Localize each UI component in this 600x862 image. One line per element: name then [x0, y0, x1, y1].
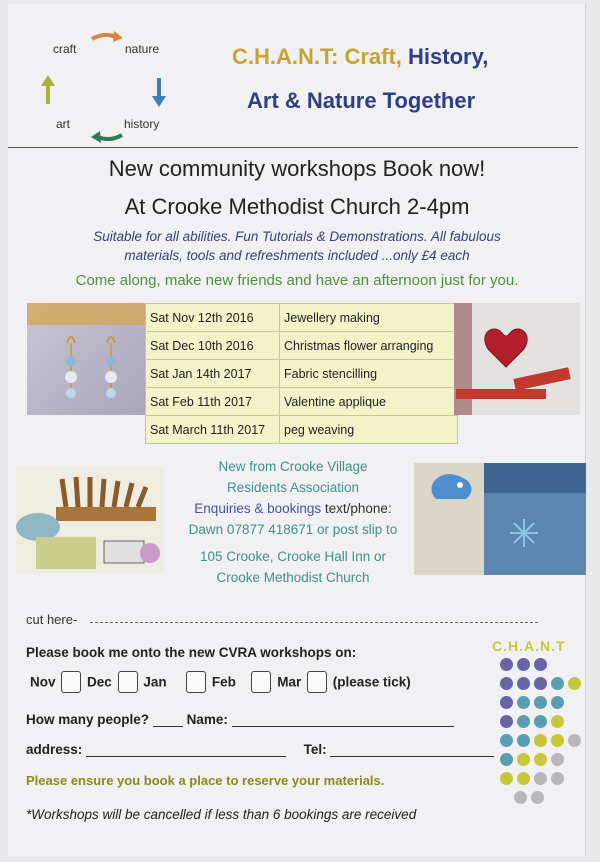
address-field[interactable]: [86, 743, 286, 757]
schedule-date: Sat March 11th 2017: [146, 416, 280, 444]
contact-block: [158, 456, 428, 588]
contact-line-3: [158, 498, 428, 519]
logo-dot: [551, 734, 564, 747]
tel-field[interactable]: [330, 743, 494, 757]
logo-dot: [551, 677, 564, 690]
yellow-arrow-icon: [40, 74, 56, 106]
schedule-activity: Jewellery making: [280, 304, 458, 332]
feb-checkbox[interactable]: [251, 671, 271, 693]
title-craft: Craft,: [344, 44, 402, 69]
logo-art-label: art: [56, 117, 71, 131]
jewellery-photo: [27, 303, 145, 415]
cut-here-label: cut here-: [26, 612, 78, 627]
schedule-row: [146, 304, 458, 332]
schedule-date: Sat Jan 14th 2017: [146, 360, 280, 388]
logo-dot: [551, 753, 564, 766]
logo-dot: [517, 772, 530, 785]
name-label: Name:: [186, 712, 228, 727]
text-phone-label: text/phone:: [324, 501, 392, 516]
month-nov-label: Nov: [30, 674, 56, 690]
logo-dot: [551, 715, 564, 728]
month-jan-label: Jan: [143, 674, 167, 690]
nov-checkbox[interactable]: [61, 671, 81, 693]
logo-dot: [517, 734, 530, 747]
intro-line-2: materials, tools and refreshments included ...only £4 each: [124, 248, 470, 263]
logo-dot: [534, 734, 547, 747]
intro-line-1: Suitable for all abilities. Fun Tutorials & Demonstrations. All fabulous: [93, 229, 501, 244]
title-line-2: Art & Nature Together: [247, 88, 476, 113]
contact-line-4: Dawn 07877 418671 or post slip to: [188, 522, 398, 537]
month-checkbox-row: [30, 671, 411, 693]
schedule-row: [146, 332, 458, 360]
people-name-row: [26, 712, 454, 727]
logo-dot: [568, 734, 581, 747]
logo-dot: [514, 791, 527, 804]
cancel-note: *Workshops will be cancelled if less than 6 bookings are received: [26, 807, 417, 822]
workshop-schedule-table: [145, 303, 458, 444]
title-chant: C.H.A.N.T:: [232, 44, 339, 69]
earrings-image: [27, 303, 145, 415]
logo-dot: [517, 696, 530, 709]
ensure-note: Please ensure you book a place to reserve your materials.: [26, 773, 385, 788]
corner-chant-logo: [492, 638, 566, 654]
contact-line-2: Residents Association: [226, 480, 360, 495]
schedule-row: [146, 416, 458, 444]
month-dec-label: Dec: [87, 674, 112, 690]
logo-history-label: history: [124, 117, 160, 131]
contact-line-6: Crooke Methodist Church: [216, 570, 370, 585]
logo-dot: [534, 658, 547, 671]
logo-dot: [500, 772, 513, 785]
schedule-date: Sat Dec 10th 2016: [146, 332, 280, 360]
title-history: History,: [408, 44, 489, 69]
tel-label: Tel:: [303, 742, 327, 757]
logo-dot: [534, 715, 547, 728]
schedule-date: Sat Feb 11th 2017: [146, 388, 280, 416]
month-feb-label: Feb: [211, 674, 236, 690]
schedule-activity: Christmas flower arranging: [280, 332, 458, 360]
blue-arrow-icon: [151, 76, 167, 108]
stencil-heart-image: [454, 303, 580, 415]
cut-line: [90, 622, 538, 623]
logo-dot: [500, 658, 513, 671]
mar-checkbox[interactable]: [307, 671, 327, 693]
logo-dot: [517, 658, 530, 671]
logo-dot: [500, 753, 513, 766]
logo-dot: [517, 677, 530, 690]
people-count-field[interactable]: [153, 713, 183, 727]
schedule-activity: Fabric stencilling: [280, 360, 458, 388]
logo-dot: [568, 677, 581, 690]
jan-checkbox[interactable]: [186, 671, 206, 693]
logo-dot: [500, 715, 513, 728]
contact-line-1: New from Crooke Village: [218, 459, 368, 474]
how-many-label: How many people?: [26, 712, 150, 727]
logo-dot: [500, 677, 513, 690]
logo-dot: [551, 696, 564, 709]
logo-dot: [534, 677, 547, 690]
logo-dot: [500, 734, 513, 747]
elephant-stencil-image: [414, 463, 586, 575]
month-mar-label: Mar: [277, 674, 302, 690]
address-label: address:: [26, 742, 83, 757]
orange-arrow-icon: [90, 28, 124, 46]
enquiries-label: Enquiries & bookings: [194, 501, 322, 516]
logo-nature-label: nature: [125, 42, 160, 56]
book-me-label: Please book me onto the new CVRA workshops on:: [26, 645, 357, 660]
please-tick-label: (please tick): [332, 674, 411, 690]
schedule-activity: peg weaving: [280, 416, 458, 444]
logo-dot: [534, 772, 547, 785]
schedule-date: Sat Nov 12th 2016: [146, 304, 280, 332]
logo-dot: [531, 791, 544, 804]
stencil-fabric-photo: [414, 463, 586, 575]
fabric-heart-photo: [454, 303, 580, 415]
green-arrow-icon: [90, 128, 124, 146]
corner-chant-text: C.H.A.N.T: [492, 638, 566, 654]
schedule-row: [146, 388, 458, 416]
headline-1: New community workshops Book now!: [108, 156, 486, 181]
logo-dot: [534, 753, 547, 766]
logo-dot: [551, 772, 564, 785]
logo-dot: [517, 715, 530, 728]
headline-2: At Crooke Methodist Church 2-4pm: [124, 194, 470, 219]
logo-dot: [517, 753, 530, 766]
name-field[interactable]: [232, 713, 454, 727]
dec-checkbox[interactable]: [118, 671, 138, 693]
schedule-row: [146, 360, 458, 388]
address-tel-row: [26, 742, 494, 757]
schedule-activity: Valentine applique: [280, 388, 458, 416]
logo-craft-label: craft: [53, 42, 77, 56]
logo-dot: [500, 696, 513, 709]
tagline: Come along, make new friends and have an afternoon just for you.: [75, 272, 519, 289]
peg-weaving-photo: [16, 467, 164, 573]
loom-image: [16, 467, 164, 573]
flyer-sheet: [8, 4, 586, 856]
title-line-1: [232, 44, 488, 70]
logo-dot: [534, 696, 547, 709]
contact-line-5: 105 Crooke, Crooke Hall Inn or: [199, 549, 387, 564]
header-divider: [8, 147, 578, 148]
